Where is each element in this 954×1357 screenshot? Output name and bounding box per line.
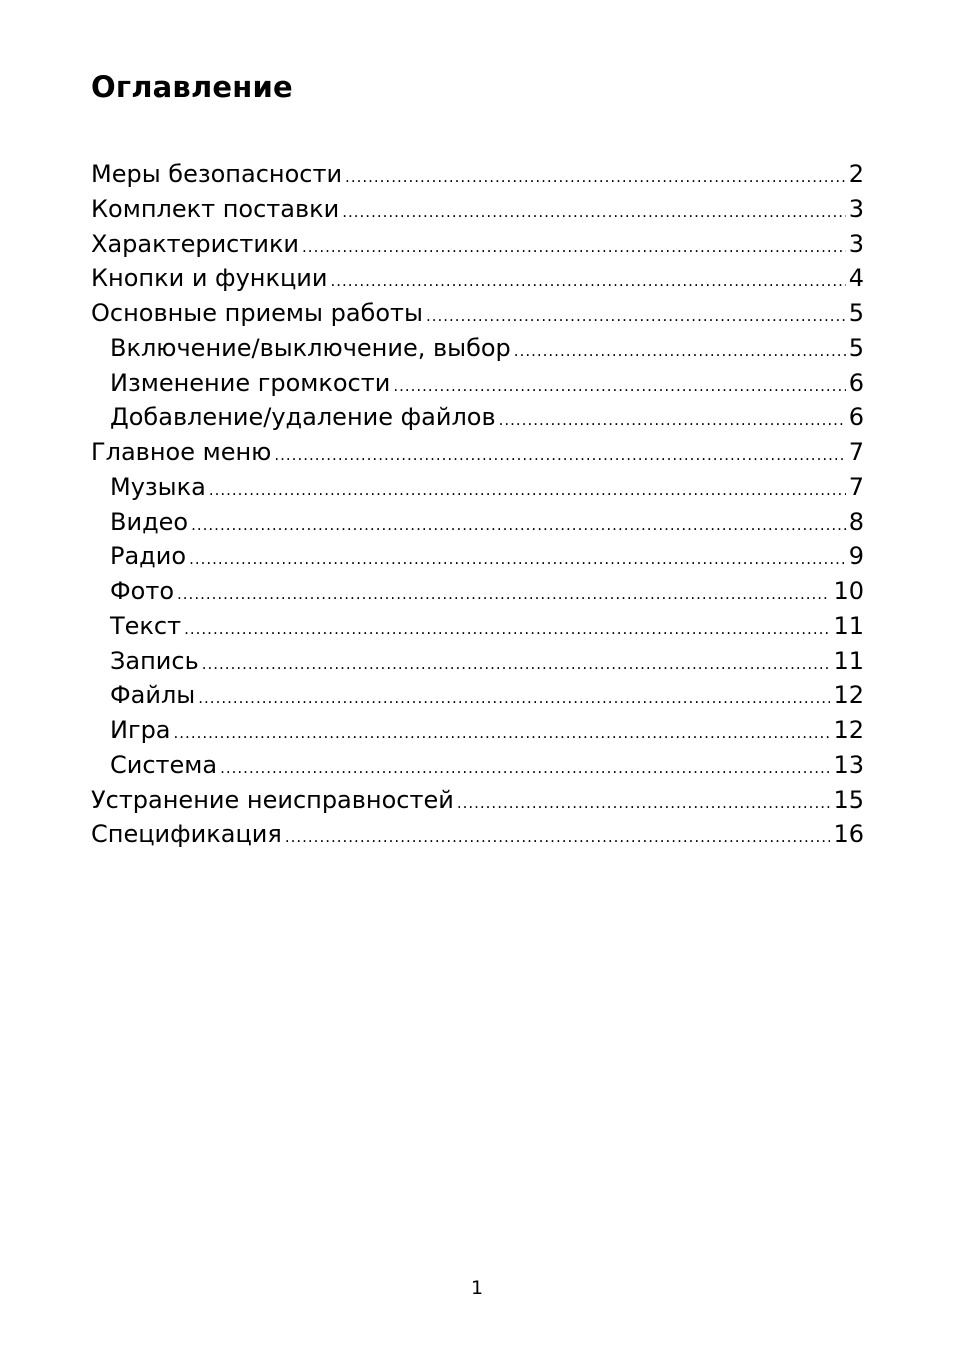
toc-entry-title: Спецификация: [91, 820, 282, 849]
toc-subentry[interactable]: [91, 539, 864, 574]
toc-entry-title: Устранение неисправностей: [91, 785, 454, 814]
dot-leader: [457, 796, 831, 811]
toc-entry-title: Радио: [110, 542, 187, 571]
toc-entry[interactable]: [91, 783, 864, 818]
toc-entry-page: 7: [848, 438, 864, 466]
toc-entry-title: Фото: [110, 577, 175, 605]
toc-entry-title: Изменение громкости: [110, 368, 391, 397]
toc-entry-page: 2: [848, 160, 864, 188]
dot-leader: [209, 483, 846, 498]
toc-entry-page: 13: [833, 750, 864, 779]
dot-leader: [202, 657, 831, 672]
toc-entry-title: Основные приемы работы: [91, 299, 423, 327]
dot-leader: [274, 448, 845, 463]
toc-entry-page: 5: [848, 299, 864, 327]
toc-entry-title: Кнопки и функции: [91, 264, 328, 293]
dot-leader: [345, 170, 846, 185]
dot-leader: [198, 691, 830, 706]
toc-entry-page: 4: [848, 264, 864, 293]
toc-subentry[interactable]: [91, 713, 864, 748]
dot-leader: [393, 379, 845, 394]
toc-entry-page: 5: [848, 333, 864, 362]
toc-entry-page: 8: [848, 507, 864, 536]
dot-leader: [189, 552, 846, 567]
toc-entry[interactable]: [91, 435, 864, 470]
toc-subentry[interactable]: [91, 748, 864, 783]
toc-subentry[interactable]: [91, 470, 864, 505]
toc-entry[interactable]: [91, 296, 864, 331]
dot-leader: [302, 240, 846, 255]
toc-subentry[interactable]: [91, 644, 864, 679]
dot-leader: [220, 761, 830, 776]
toc-entry-title: Видео: [110, 507, 189, 536]
toc-entry-page: 11: [833, 646, 864, 675]
toc-entry-page: 3: [848, 194, 864, 223]
toc-entry-page: 3: [848, 229, 864, 258]
toc-entry-title: Музыка: [110, 472, 206, 501]
toc-entry[interactable]: [91, 817, 864, 852]
dot-leader: [331, 274, 846, 289]
toc-entry-title: Файлы: [110, 681, 196, 710]
dot-leader: [174, 726, 831, 741]
toc-entry-title: Включение/выключение, выбор: [110, 333, 511, 362]
toc-subentry[interactable]: [91, 574, 864, 609]
toc-entry-page: 12: [833, 681, 864, 710]
toc-subentry[interactable]: [91, 678, 864, 713]
toc-entry-page: 6: [848, 403, 864, 432]
toc-entry[interactable]: [91, 261, 864, 296]
toc-entry-page: 15: [833, 785, 864, 814]
toc-entry-title: Игра: [110, 716, 171, 744]
dot-leader: [342, 205, 845, 220]
toc-entry-title: Текст: [110, 611, 182, 640]
toc-entry[interactable]: [91, 157, 864, 192]
toc-subentry[interactable]: [91, 400, 864, 435]
toc-entry[interactable]: [91, 192, 864, 227]
toc-subentry[interactable]: [91, 366, 864, 401]
toc-entry-title: Запись: [110, 646, 199, 675]
dot-leader: [426, 309, 846, 324]
toc-entry-title: Система: [110, 750, 218, 779]
toc-subentry[interactable]: [91, 505, 864, 540]
toc-entry-page: 16: [833, 820, 864, 849]
dot-leader: [191, 518, 846, 533]
dot-leader: [177, 587, 830, 602]
toc-entry-title: Комплект поставки: [91, 194, 340, 223]
toc-entry-title: Добавление/удаление файлов: [110, 403, 496, 432]
table-of-contents: [91, 157, 864, 852]
page-number: 1: [470, 1277, 484, 1299]
dot-leader: [184, 622, 830, 637]
toc-entry-page: 7: [848, 472, 864, 501]
toc-entry-page: 9: [848, 542, 864, 571]
dot-leader: [285, 830, 831, 845]
toc-entry-page: 12: [833, 716, 864, 744]
toc-entry-title: Главное меню: [91, 438, 272, 466]
toc-subentry[interactable]: [91, 609, 864, 644]
dot-leader: [499, 413, 846, 428]
dot-leader: [514, 344, 846, 359]
toc-entry-page: 11: [833, 611, 864, 640]
toc-entry-page: 10: [833, 577, 864, 605]
toc-entry[interactable]: [91, 227, 864, 262]
toc-subentry[interactable]: [91, 331, 864, 366]
toc-entry-title: Характеристики: [91, 229, 300, 258]
toc-entry-title: Меры безопасности: [91, 160, 343, 188]
toc-heading: Оглавление: [91, 70, 293, 104]
toc-entry-page: 6: [848, 368, 864, 397]
